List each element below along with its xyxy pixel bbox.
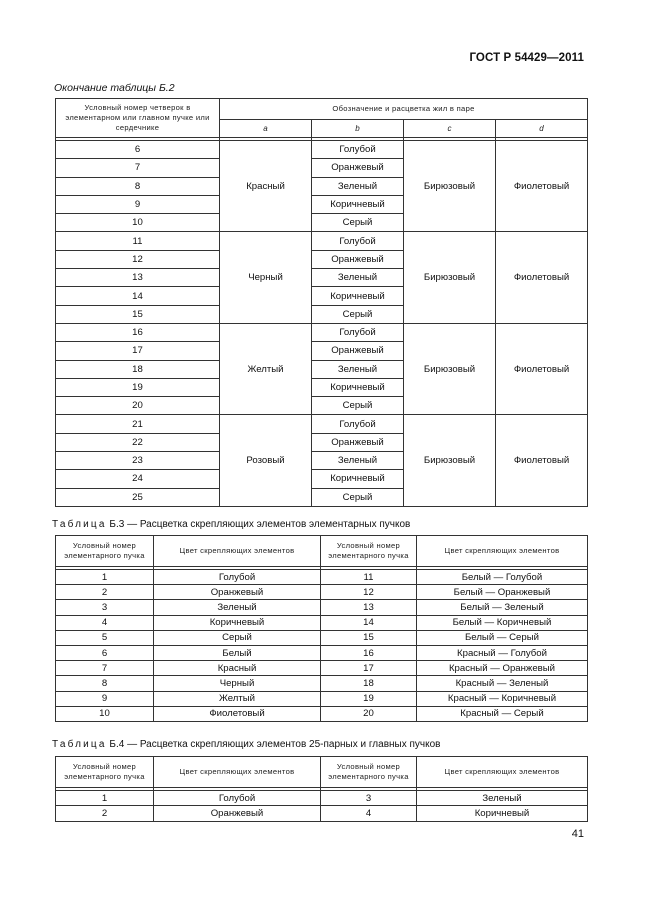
- color-b: Оранжевый: [312, 433, 404, 451]
- quad-number: 15: [56, 305, 220, 323]
- color-a: Черный: [220, 232, 312, 323]
- color-b: Коричневый: [312, 287, 404, 305]
- table-row: [56, 232, 588, 250]
- table-row: [56, 791, 588, 806]
- bundle-number: 20: [321, 706, 417, 721]
- quad-number: 14: [56, 287, 220, 305]
- bundle-number: 1: [56, 791, 154, 806]
- quad-number: 22: [56, 433, 220, 451]
- binder-color: Зеленый: [154, 600, 321, 615]
- color-a: Розовый: [220, 415, 312, 506]
- table-b4-header-col4: Цвет скрепляющих элементов: [417, 757, 588, 788]
- table-b3: [55, 535, 588, 722]
- binder-color: Голубой: [154, 570, 321, 585]
- color-b: Коричневый: [312, 470, 404, 488]
- binder-color: Желтый: [154, 691, 321, 706]
- binder-color: Черный: [154, 676, 321, 691]
- table-b2: [55, 98, 588, 507]
- table-row: [56, 691, 588, 706]
- color-a: Желтый: [220, 323, 312, 414]
- table-row: [56, 141, 588, 159]
- color-b: Зеленый: [312, 177, 404, 195]
- table-b4-caption: [52, 739, 441, 750]
- binder-color: Серый: [154, 630, 321, 645]
- binder-color: Красный — Зеленый: [417, 676, 588, 691]
- binder-color: Голубой: [154, 791, 321, 806]
- bundle-number: 5: [56, 630, 154, 645]
- color-b: Коричневый: [312, 378, 404, 396]
- table-b4: [55, 756, 588, 822]
- table-b2-header-number: Условный номер четверок в элементарном или главном пучке или сердечнике: [56, 99, 220, 138]
- bundle-number: 6: [56, 645, 154, 660]
- table-row: [56, 570, 588, 585]
- binder-color: Коричневый: [417, 806, 588, 821]
- bundle-number: 15: [321, 630, 417, 645]
- color-b: Голубой: [312, 141, 404, 159]
- table-b2-header-colors: Обозначение и расцветка жил в паре: [220, 99, 588, 120]
- table-b4-header-col3: Условный номер элементарного пучка: [321, 757, 417, 788]
- quad-number: 17: [56, 342, 220, 360]
- binder-color: Красный — Голубой: [417, 645, 588, 660]
- color-b: Оранжевый: [312, 250, 404, 268]
- bundle-number: 8: [56, 676, 154, 691]
- table-row: [56, 661, 588, 676]
- binder-color: Оранжевый: [154, 585, 321, 600]
- table-b3-caption-text: Б.3 — Расцветка скрепляющих элементов элементарных пучков: [106, 519, 411, 530]
- color-b: Зеленый: [312, 360, 404, 378]
- quad-number: 6: [56, 141, 220, 159]
- bundle-number: 4: [321, 806, 417, 821]
- table-row: [56, 806, 588, 821]
- color-b: Коричневый: [312, 195, 404, 213]
- bundle-number: 3: [56, 600, 154, 615]
- table-b3-header-col1: Условный номер элементарного пучка: [56, 536, 154, 567]
- table-b3-caption: [52, 519, 410, 530]
- color-b: Серый: [312, 488, 404, 506]
- table-b3-header-col2: Цвет скрепляющих элементов: [154, 536, 321, 567]
- bundle-number: 17: [321, 661, 417, 676]
- quad-number: 7: [56, 159, 220, 177]
- bundle-number: 7: [56, 661, 154, 676]
- binder-color: Красный — Коричневый: [417, 691, 588, 706]
- table-row: [56, 676, 588, 691]
- quad-number: 18: [56, 360, 220, 378]
- binder-color: Красный: [154, 661, 321, 676]
- color-b: Зеленый: [312, 269, 404, 287]
- table-b4-header-col1: Условный номер элементарного пучка: [56, 757, 154, 788]
- document-standard-header: ГОСТ Р 54429—2011: [469, 52, 584, 64]
- binder-color: Белый — Голубой: [417, 570, 588, 585]
- bundle-number: 1: [56, 570, 154, 585]
- color-c: Бирюзовый: [404, 141, 496, 232]
- table-row: [56, 585, 588, 600]
- quad-number: 23: [56, 452, 220, 470]
- table-row: [56, 600, 588, 615]
- bundle-number: 12: [321, 585, 417, 600]
- color-d: Фиолетовый: [496, 415, 588, 506]
- quad-number: 13: [56, 269, 220, 287]
- table-b4-caption-text: Б.4 — Расцветка скрепляющих элементов 25-парных и главных пучков: [106, 739, 441, 750]
- bundle-number: 16: [321, 645, 417, 660]
- table-b3-caption-prefix: Таблица: [52, 519, 107, 530]
- binder-color: Красный — Оранжевый: [417, 661, 588, 676]
- color-a: Красный: [220, 141, 312, 232]
- quad-number: 19: [56, 378, 220, 396]
- color-b: Оранжевый: [312, 342, 404, 360]
- bundle-number: 3: [321, 791, 417, 806]
- bundle-number: 10: [56, 706, 154, 721]
- table-b2-subheader-c: c: [404, 120, 496, 138]
- table-b4-caption-prefix: Таблица: [52, 739, 107, 750]
- quad-number: 10: [56, 214, 220, 232]
- table-b4-header-col2: Цвет скрепляющих элементов: [154, 757, 321, 788]
- bundle-number: 19: [321, 691, 417, 706]
- color-c: Бирюзовый: [404, 415, 496, 506]
- binder-color: Белый: [154, 645, 321, 660]
- binder-color: Белый — Серый: [417, 630, 588, 645]
- table-b2-subheader-a: a: [220, 120, 312, 138]
- binder-color: Белый — Коричневый: [417, 615, 588, 630]
- table-row: [56, 323, 588, 341]
- table-b2-subheader-d: d: [496, 120, 588, 138]
- table-b2-subheader-b: b: [312, 120, 404, 138]
- quad-number: 11: [56, 232, 220, 250]
- color-c: Бирюзовый: [404, 323, 496, 414]
- binder-color: Белый — Оранжевый: [417, 585, 588, 600]
- bundle-number: 2: [56, 806, 154, 821]
- quad-number: 24: [56, 470, 220, 488]
- color-b: Серый: [312, 397, 404, 415]
- table-row: [56, 630, 588, 645]
- binder-color: Красный — Серый: [417, 706, 588, 721]
- table-row: [56, 415, 588, 433]
- color-b: Зеленый: [312, 452, 404, 470]
- table-b3-header-col3: Условный номер элементарного пучка: [321, 536, 417, 567]
- table-row: [56, 645, 588, 660]
- color-b: Оранжевый: [312, 159, 404, 177]
- quad-number: 9: [56, 195, 220, 213]
- bundle-number: 13: [321, 600, 417, 615]
- quad-number: 12: [56, 250, 220, 268]
- bundle-number: 9: [56, 691, 154, 706]
- color-b: Голубой: [312, 323, 404, 341]
- table-row: [56, 706, 588, 721]
- quad-number: 8: [56, 177, 220, 195]
- color-d: Фиолетовый: [496, 232, 588, 323]
- color-d: Фиолетовый: [496, 323, 588, 414]
- quad-number: 20: [56, 397, 220, 415]
- binder-color: Коричневый: [154, 615, 321, 630]
- color-b: Серый: [312, 214, 404, 232]
- color-d: Фиолетовый: [496, 141, 588, 232]
- color-b: Голубой: [312, 232, 404, 250]
- quad-number: 21: [56, 415, 220, 433]
- binder-color: Фиолетовый: [154, 706, 321, 721]
- bundle-number: 4: [56, 615, 154, 630]
- bundle-number: 11: [321, 570, 417, 585]
- binder-color: Зеленый: [417, 791, 588, 806]
- table-b2-caption: Окончание таблицы Б.2: [54, 82, 175, 94]
- table-b3-header-col4: Цвет скрепляющих элементов: [417, 536, 588, 567]
- page-number: 41: [571, 828, 584, 840]
- bundle-number: 2: [56, 585, 154, 600]
- binder-color: Оранжевый: [154, 806, 321, 821]
- color-b: Серый: [312, 305, 404, 323]
- quad-number: 16: [56, 323, 220, 341]
- binder-color: Белый — Зеленый: [417, 600, 588, 615]
- color-b: Голубой: [312, 415, 404, 433]
- quad-number: 25: [56, 488, 220, 506]
- bundle-number: 14: [321, 615, 417, 630]
- color-c: Бирюзовый: [404, 232, 496, 323]
- table-row: [56, 615, 588, 630]
- bundle-number: 18: [321, 676, 417, 691]
